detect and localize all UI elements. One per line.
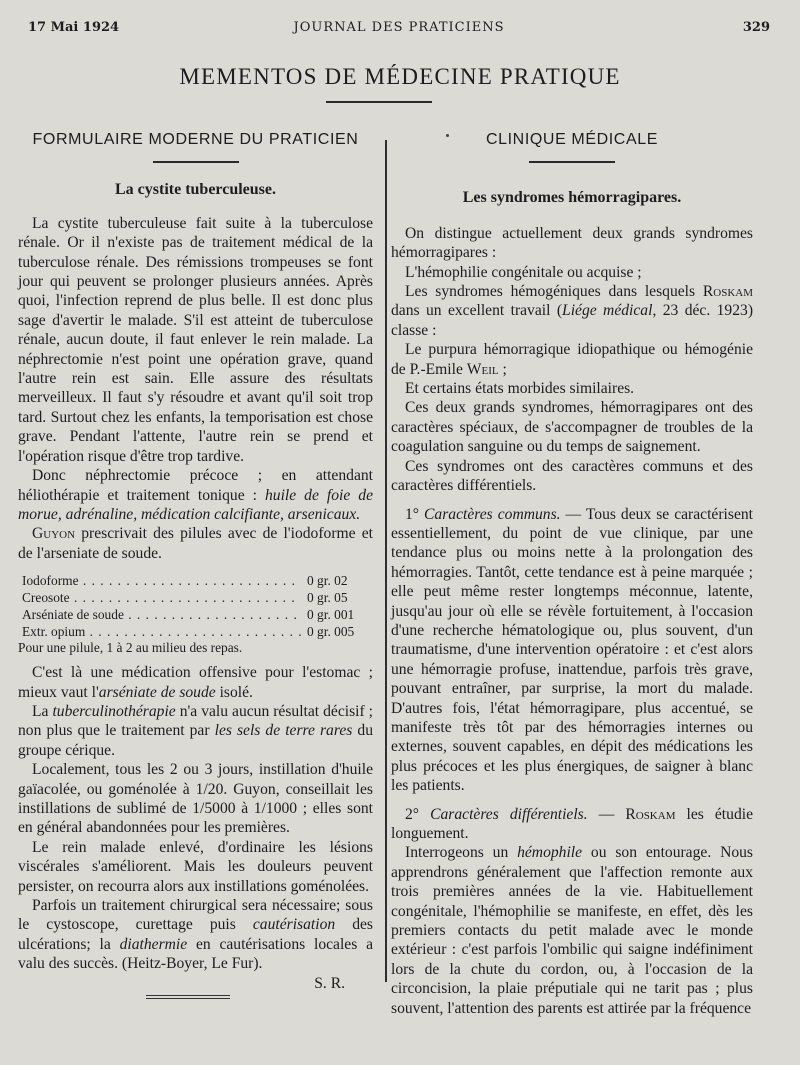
journal-name: JOURNAL DES PRATICIENS [293, 20, 505, 35]
left-paragraph: Guyon prescrivait des pilules avec de l'iodoforme et de l'arseniate de soude. [18, 525, 373, 562]
right-paragraph: 2° Caractères différentiels. — Roskam les étudie longuement. [391, 805, 753, 842]
right-article-title: Les syndromes hémorragipares. [462, 189, 682, 207]
left-paragraph: Donc néphrectomie précoce ; en attendant héliothérapie et traitement tonique : huile de foie de morue, adrénaline, médication calcifiante, arsenicaux. [18, 467, 373, 523]
ingredient-name: Extr. opium . . . [22, 624, 301, 641]
author-signature: S. R. [314, 974, 345, 992]
prescription-row [18, 573, 373, 590]
right-paragraph: 1° Caractères communs. — Tous deux se caractérisent essentiellement, du point de vue clinique, par une tendance plus ou moins nette à la prolongation des hémorragies. Tantôt, cette tendance est à peine marquée ; elle peut même rester longtemps méconnue, latente, jusqu'au jour où elle se révèle fortuitement, à l'occasion d'une recherche hématologique ou, plus souvent, d'un traumatisme, d'une intervention opératoire : et c'est alors une hémorragie profuse, inattendue, parfois très grave, pouvant entraîner, par surprise, la mort du malade. D'autres fois, l'état hémorragipare, plus accentué, se manifeste très tôt par des hémorragies internes ou externes, souvent capables, en dépit des médications les plus précoces et les plus énergiques, de saigner à blanc les patients. [391, 505, 753, 795]
right-paragraph: Ces syndromes ont des caractères communs et des caractères différentiels. [391, 457, 753, 495]
ingredient-dose: 0 gr. 05 [307, 589, 348, 605]
ingredient-dose: 0 gr. 02 [307, 573, 348, 589]
left-column [18, 126, 373, 993]
right-paragraph: Interrogeons un hémophile ou son entourage. Nous apprendrons généralement que l'affection remonte aux trois premières années de la vie. Habituellement congénitale, l'hémophilie se manifeste, en effet, dès les premiers contacts du petit malade avec le monde extérieur : c'est parfois l'ombilic qui saigne indéfiniment lors de la chute du cordon, ou, à l'occasion de la circoncision, la plaie préputiale qui ne tarit pas ; plus souvent, l'attention des parents est attirée par la fréquence [391, 844, 753, 1017]
ingredient-dose: 0 gr. 001 [307, 606, 355, 622]
right-paragraph: Et certains états morbides similaires. [405, 380, 635, 398]
prescription-note: Pour une pilule, 1 à 2 au milieu des repas. [18, 640, 243, 656]
right-column [391, 126, 753, 1018]
right-section-rule [529, 161, 615, 163]
left-paragraph: Parfois un traitement chirurgical sera nécessaire; sous le cystoscope, curettage puis cautérisation des ulcérations; la diathermie en cautérisations locales a valu des succès. (Heitz-Boyer, Le Fur). [18, 896, 374, 973]
issue-date: 17 Mai 1924 [28, 20, 120, 35]
prescription-row [18, 590, 373, 607]
title-rule [326, 101, 432, 103]
right-paragraph: Le purpura hémorragique idiopathique ou hémogénie de P.-Emile Weil ; [391, 341, 753, 378]
main-title: MEMENTOS DE MÉDECINE PRATIQUE [179, 64, 621, 89]
prescription-row [18, 607, 373, 624]
right-section-heading: CLINIQUE MÉDICALE [485, 131, 658, 148]
ingredient-name: Iodoforme . . . [22, 573, 301, 590]
ingredient-dose: 0 gr. 005 [307, 623, 355, 639]
left-paragraph: La cystite tuberculeuse fait suite à la tuberculose rénale. Or il n'existe pas de traitement médical de la tuberculose rénale. Des rémissions trompeuses se font jour qui peuvent se prolonger plusieurs années. Après quoi, l'infection reprend de plus belle. Il est donc plus sage d'avertir le malade. S'il est atteint de tuberculose rénale, aucun doute, il faut enlever le rein malade. La néphrectomie n'est point une opération grave, quand l'autre rein est sain. Elle assure des résultats merveilleux. Il faut s'y résoudre et avant qu'il soit trop tard. Surtout chez les enfants, la temporisation est chose grave. Pendant l'attente, l'autre rein se prend et l'opération risque d'être trop tardive. [18, 214, 373, 465]
left-paragraph: Localement, tous les 2 ou 3 jours, instillation d'huile gaïacolée, ou goménolée à 1/20. Guyon, conseillait les instillations de sublimé de 1/5000 à 1/1000 ; elles sont en général abandonnées pour les premières. [18, 761, 373, 837]
left-section-rule [153, 161, 239, 163]
left-section-heading: FORMULAIRE MODERNE DU PRATICIEN [32, 131, 359, 148]
running-head [28, 20, 770, 40]
end-rule [146, 995, 230, 999]
right-paragraph: Ces deux grands syndromes, hémorragipares ont des caractères spéciaux, de s'accompagner de troubles de la coagulation sanguine ou du temps de saignement. [391, 399, 753, 456]
left-paragraph: La tuberculinothérapie n'a valu aucun résultat décisif ; non plus que le traitement par les sels de terre rares du groupe cérique. [18, 702, 373, 759]
right-paragraph: On distingue actuellement deux grands syndromes hémorragipares : [391, 224, 753, 262]
left-article-title: La cystite tuberculeuse. [114, 181, 276, 199]
ingredient-name: Arséniate de soude . . . [22, 607, 301, 624]
prescription-row [18, 624, 373, 641]
left-paragraph: C'est là une médication offensive pour l'estomac ; mieux vaut l'arséniate de soude isolé. [18, 664, 373, 701]
page-number: 329 [742, 20, 770, 35]
prescription [18, 573, 373, 657]
column-divider [385, 140, 387, 982]
ingredient-name: Creosote . . . [22, 590, 301, 607]
right-paragraph: Les syndromes hémogéniques dans lesquels Roskam dans un excellent travail (Liége médical, 23 déc. 1923) classe : [391, 283, 754, 339]
right-paragraph: L'hémophilie congénitale ou acquise ; [405, 263, 642, 281]
left-paragraph: Le rein malade enlevé, d'ordinaire les lésions viscérales s'améliorent. Mais les douleurs peuvent persister, on recourra alors aux instillations goménolées. [18, 838, 373, 895]
